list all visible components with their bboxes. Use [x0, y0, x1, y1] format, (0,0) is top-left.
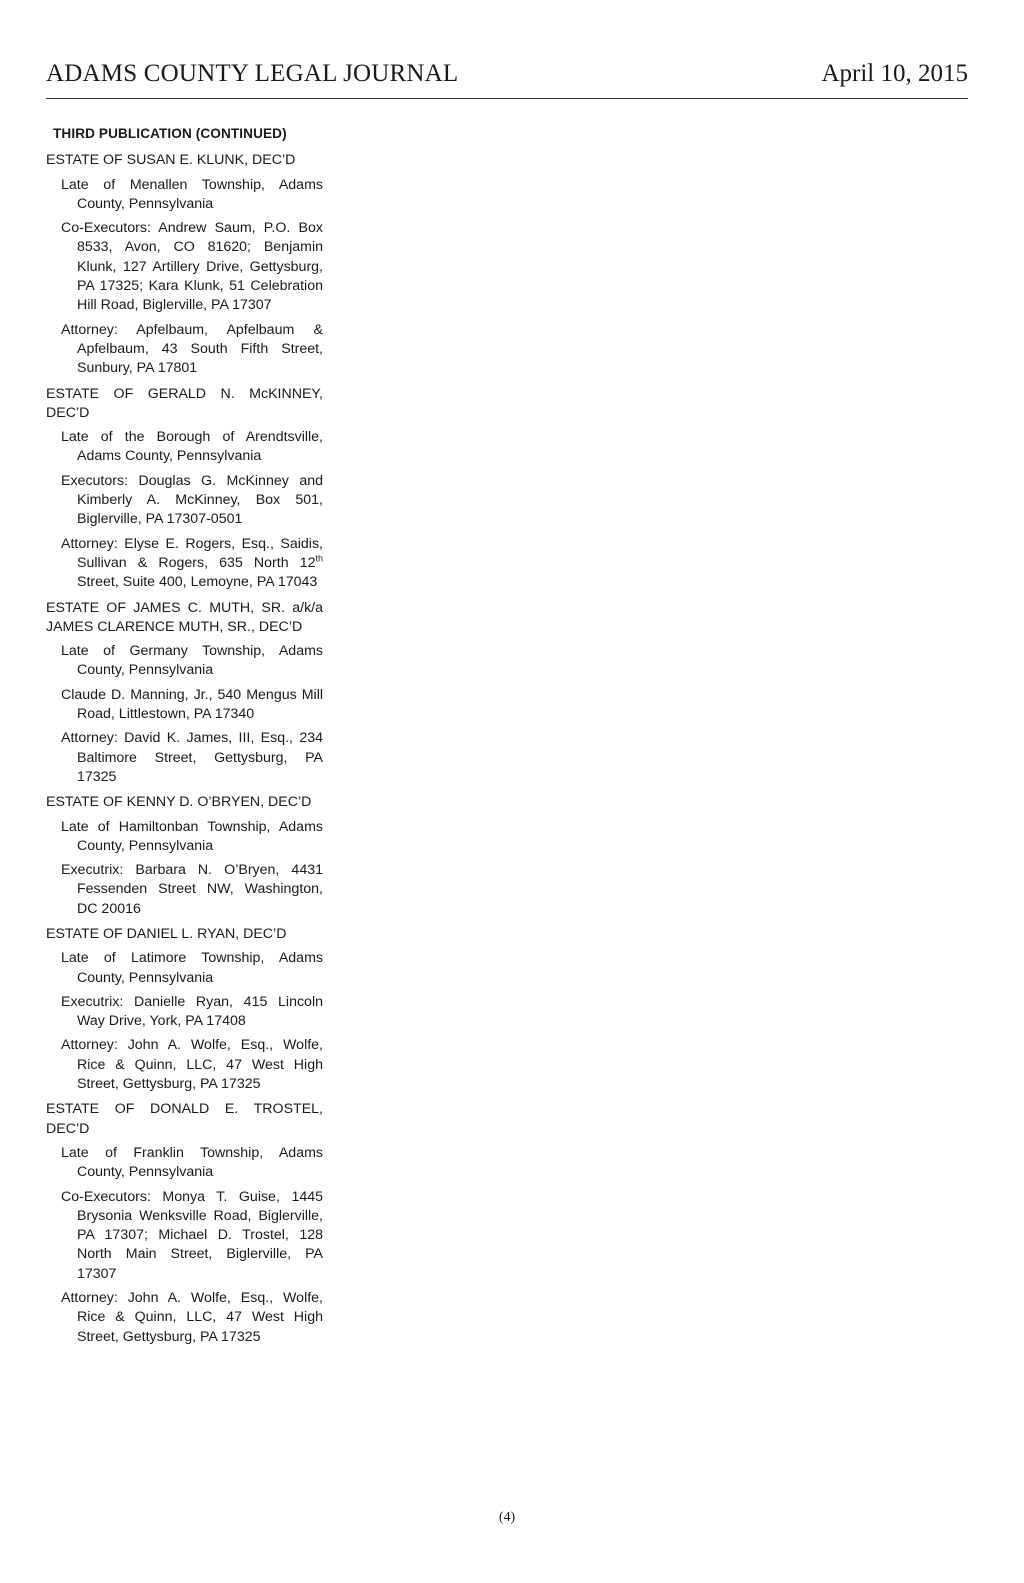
- estate-representatives: Claude D. Manning, Jr., 540 Mengus Mill Road, Littlestown, PA 17340: [61, 686, 323, 723]
- estate-residence: Late of the Borough of Arendtsville, Adams County, Pennsylvania: [61, 429, 323, 465]
- journal-title: ADAMS COUNTY LEGAL JOURNAL: [46, 60, 459, 87]
- attorney-text-end: Street, Suite 400, Lemoyne, PA 17043: [77, 574, 318, 591]
- estate-name: ESTATE OF JAMES C. MUTH, SR. a/k/a JAMES CLARENCE MUTH, SR., DEC’D: [46, 599, 323, 635]
- estate-name: ESTATE OF GERALD N. McKINNEY, DEC’D: [46, 385, 323, 421]
- estate-notice: [46, 1100, 323, 1347]
- notice-column: [46, 124, 323, 1353]
- estate-representatives: Co-Executors: Andrew Saum, P.O. Box 8533, Avon, CO 81620; Benjamin Klunk, 127 Artillery Drive, Gettysburg, PA 17325; Kara Klunk, 51 Celebration Hill Road, Biglerville, PA 17307: [61, 220, 323, 314]
- estate-name: ESTATE OF SUSAN E. KLUNK, DEC’D: [46, 152, 296, 169]
- estate-representatives: Co-Executors: Monya T. Guise, 1445 Brysonia Wenksville Road, Biglerville, PA 17307; Michael D. Trostel, 128 North Main Street, Biglerville, PA 17307: [61, 1188, 323, 1282]
- estate-representatives: Executrix: Danielle Ryan, 415 Lincoln Way Drive, York, PA 17408: [61, 993, 323, 1030]
- estate-attorney: [46, 535, 323, 593]
- issue-date: April 10, 2015: [821, 60, 968, 87]
- estate-name: ESTATE OF DANIEL L. RYAN, DEC’D: [46, 925, 287, 942]
- page-header: [46, 58, 968, 99]
- estate-residence: Late of Latimore Township, Adams County, Pennsylvania: [61, 950, 323, 986]
- estate-representatives: Executors: Douglas G. McKinney and Kimberly A. McKinney, Box 501, Biglerville, PA 17307-0501: [61, 472, 323, 528]
- estate-notice: [46, 151, 323, 378]
- estate-representatives: Executrix: Barbara N. O’Bryen, 4431 Fessenden Street NW, Washington, DC 20016: [61, 862, 323, 917]
- estate-attorney: Attorney: Apfelbaum, Apfelbaum & Apfelbaum, 43 South Fifth Street, Sunbury, PA 17801: [61, 321, 323, 377]
- ordinal-suffix: th: [315, 553, 323, 564]
- page-number: (4): [498, 1510, 516, 1525]
- estate-residence: Late of Franklin Township, Adams County, Pennsylvania: [61, 1144, 323, 1181]
- estate-notice: [46, 925, 323, 1094]
- estate-attorney: Attorney: John A. Wolfe, Esq., Wolfe, Rice & Quinn, LLC, 47 West High Street, Gettysburg, PA 17325: [61, 1037, 323, 1093]
- estate-notice: [46, 599, 323, 788]
- estate-residence: Late of Hamiltonban Township, Adams County, Pennsylvania: [61, 818, 323, 854]
- section-heading: THIRD PUBLICATION (CONTINUED): [53, 126, 287, 141]
- estate-notice: [46, 793, 323, 919]
- estate-residence: Late of Menallen Township, Adams County, Pennsylvania: [61, 176, 323, 212]
- estate-attorney: Attorney: David K. James, III, Esq., 234 Baltimore Street, Gettysburg, PA 17325: [61, 730, 323, 785]
- estate-residence: Late of Germany Township, Adams County, Pennsylvania: [61, 643, 323, 679]
- attorney-text-start: Attorney: Elyse E. Rogers, Esq., Saidis, Sullivan & Rogers, 635 North 12: [61, 535, 323, 571]
- estate-name: ESTATE OF DONALD E. TROSTEL, DEC’D: [46, 1101, 323, 1137]
- estate-notice: [46, 385, 323, 593]
- estate-attorney: Attorney: John A. Wolfe, Esq., Wolfe, Rice & Quinn, LLC, 47 West High Street, Gettysburg, PA 17325: [61, 1290, 323, 1345]
- estate-name: ESTATE OF KENNY D. O’BRYEN, DEC’D: [46, 794, 312, 811]
